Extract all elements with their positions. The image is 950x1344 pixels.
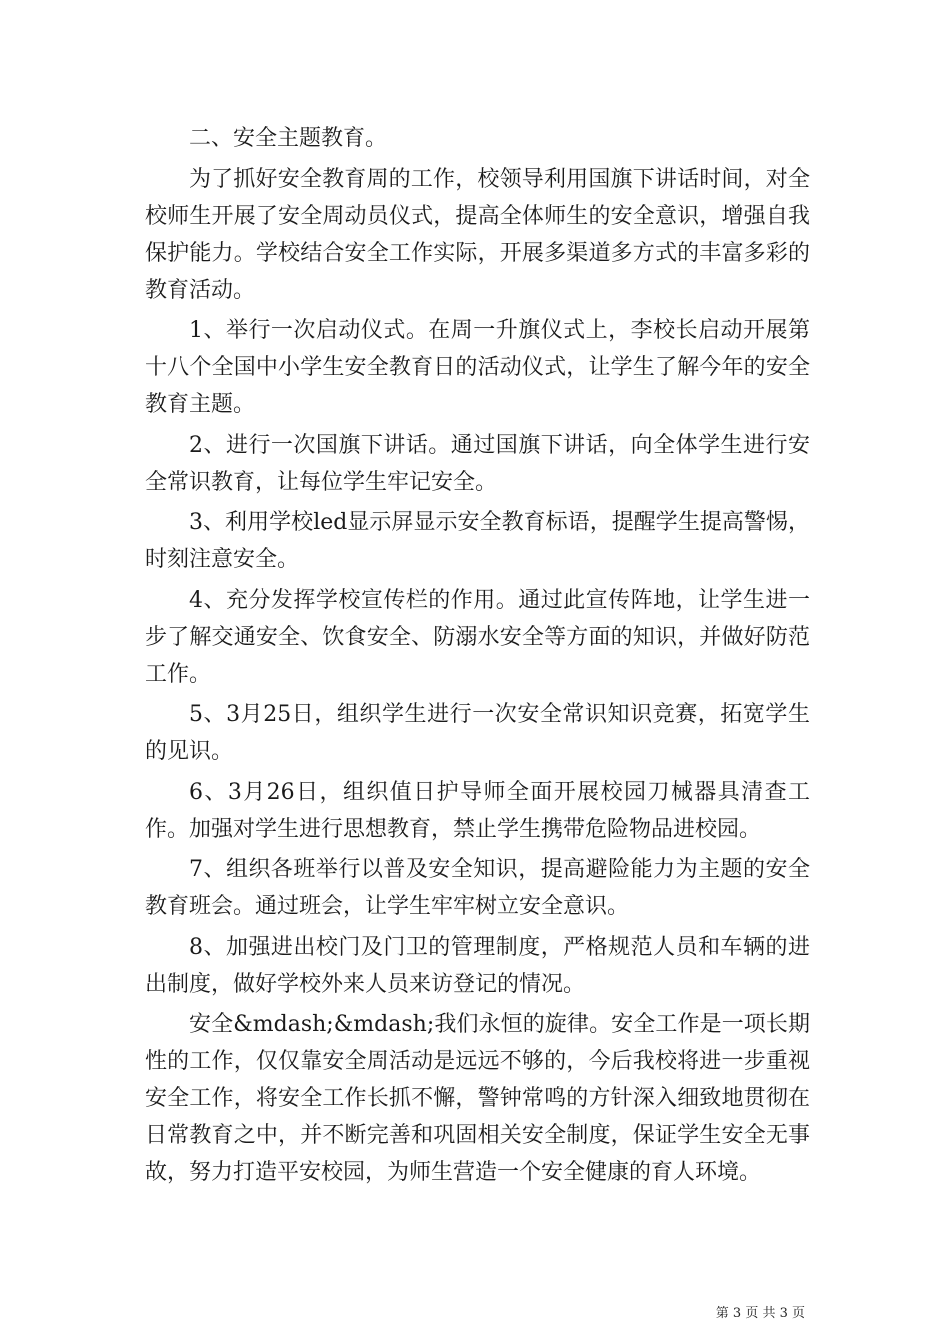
item-paragraph-1: 1、举行一次启动仪式。在周一升旗仪式上，李校长启动开展第十八个全国中小学生安全教育日的活动仪式，让学生了解今年的安全教育主题。	[145, 318, 810, 417]
document-body	[145, 120, 810, 1195]
closing-paragraph: 安全&mdash;&mdash;我们永恒的旋律。安全工作是一项长期性的工作，仅仅靠安全周活动是远远不够的，今后我校将进一步重视安全工作，将安全工作长抓不懈，警钟常鸣的方针深入细致地贯彻在日常教育之中，并不断完善和巩固相关安全制度，保证学生安全无事故，努力打造平安校园，为师生营造一个安全健康的育人环境。	[145, 1012, 810, 1185]
item-paragraph-6: 6、3月26日，组织值日护导师全面开展校园刀械器具清查工作。加强对学生进行思想教育，禁止学生携带危险物品进校园。	[145, 779, 810, 842]
item-paragraph-4: 4、充分发挥学校宣传栏的作用。通过此宣传阵地，让学生进一步了解交通安全、饮食安全、防溺水安全等方面的知识，并做好防范工作。	[145, 587, 810, 687]
section-heading: 二、安全主题教育。	[189, 126, 388, 151]
item-paragraph-2: 2、进行一次国旗下讲话。通过国旗下讲话，向全体学生进行安全常识教育，让每位学生牢记安全。	[145, 432, 810, 495]
item-paragraph-5: 5、3月25日，组织学生进行一次安全常识知识竞赛，拓宽学生的见识。	[145, 702, 810, 764]
item-paragraph-7: 7、组织各班举行以普及安全知识，提高避险能力为主题的安全教育班会。通过班会，让学生牢牢树立安全意识。	[145, 857, 810, 919]
page-number: 第 3 页 共 3 页	[715, 1306, 805, 1321]
item-paragraph-8: 8、加强进出校门及门卫的管理制度，严格规范人员和车辆的进出制度，做好学校外来人员来访登记的情况。	[145, 934, 810, 997]
item-paragraph-3: 3、利用学校led显示屏显示安全教育标语，提醒学生提高警惕，时刻注意安全。	[145, 510, 810, 572]
intro-paragraph: 为了抓好安全教育周的工作，校领导利用国旗下讲话时间，对全校师生开展了安全周动员仪式，提高全体师生的安全意识，增强自我保护能力。学校结合安全工作实际，开展多渠道多方式的丰富多彩的教育活动。	[145, 166, 810, 303]
